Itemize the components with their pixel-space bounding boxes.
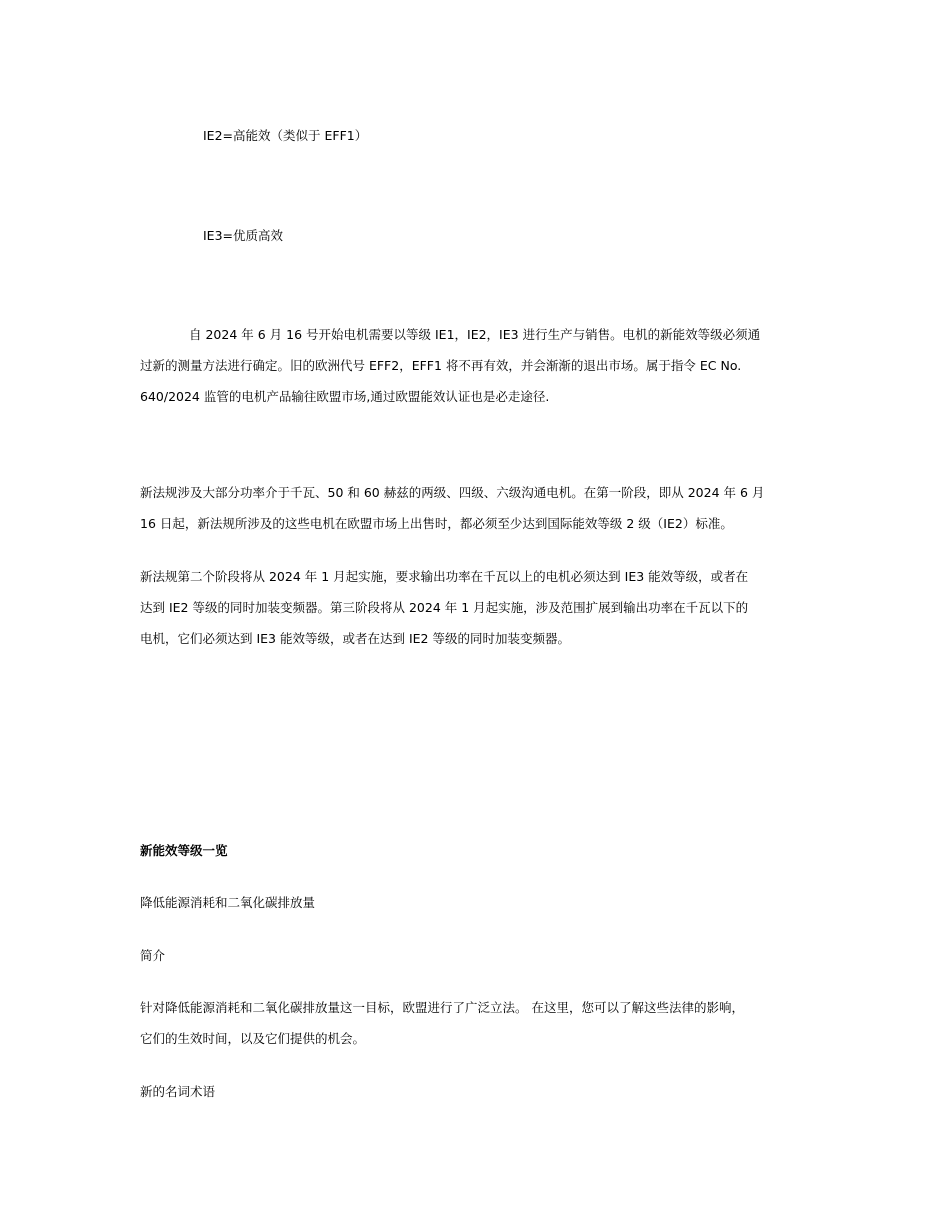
paragraph-1-line-2: 过新的测量方法进行确定。旧的欧洲代号 EFF2，EFF1 将不再有效，并会渐渐的退出市场。属于指令 EC No. — [140, 358, 742, 373]
paragraph-1-line-3: 640/2024 监管的电机产品输往欧盟市场,通过欧盟能效认证也是必走途径. — [140, 389, 550, 404]
paragraph-3-line-1: 新法规第二个阶段将从 2024 年 1 月起实施，要求输出功率在千瓦以上的电机必须达到 IE3 能效等级，或者在 — [140, 569, 749, 584]
subheading-intro: 简介 — [140, 948, 166, 963]
ie3-item: IE3=优质高效 — [203, 228, 284, 243]
paragraph-2-line-1: 新法规涉及大部分功率介于千瓦、50 和 60 赫兹的两级、四级、六级沟通电机。在第一阶段，即从 2024 年 6 月 — [140, 485, 765, 500]
paragraph-3-line-2: 达到 IE2 等级的同时加装变频器。第三阶段将从 2024 年 1 月起实施，涉及范围扩展到输出功率在千瓦以下的 — [140, 600, 749, 615]
paragraph-2-line-2: 16 日起，新法规所涉及的这些电机在欧盟市场上出售时，都必须至少达到国际能效等级 2 级（IE2）标准。 — [140, 516, 733, 531]
subheading-energy: 降低能源消耗和二氧化碳排放量 — [140, 895, 316, 910]
paragraph-3-line-3: 电机，它们必须达到 IE3 能效等级，或者在达到 IE2 等级的同时加装变频器。 — [140, 631, 570, 646]
paragraph-1-line-1: 自 2024 年 6 月 16 号开始电机需要以等级 IE1，IE2，IE3 进行生产与销售。电机的新能效等级必须通 — [189, 327, 761, 342]
section-heading: 新能效等级一览 — [140, 843, 228, 858]
intro-paragraph-line-1: 针对降低能源消耗和二氧化碳排放量这一目标，欧盟进行了广泛立法。 在这里，您可以了解这些法律的影响， — [140, 1000, 744, 1015]
intro-paragraph-line-2: 它们的生效时间，以及它们提供的机会。 — [140, 1031, 366, 1046]
ie2-item: IE2=高能效（类似于 EFF1） — [203, 128, 368, 143]
subheading-terms: 新的名词术语 — [140, 1084, 216, 1099]
